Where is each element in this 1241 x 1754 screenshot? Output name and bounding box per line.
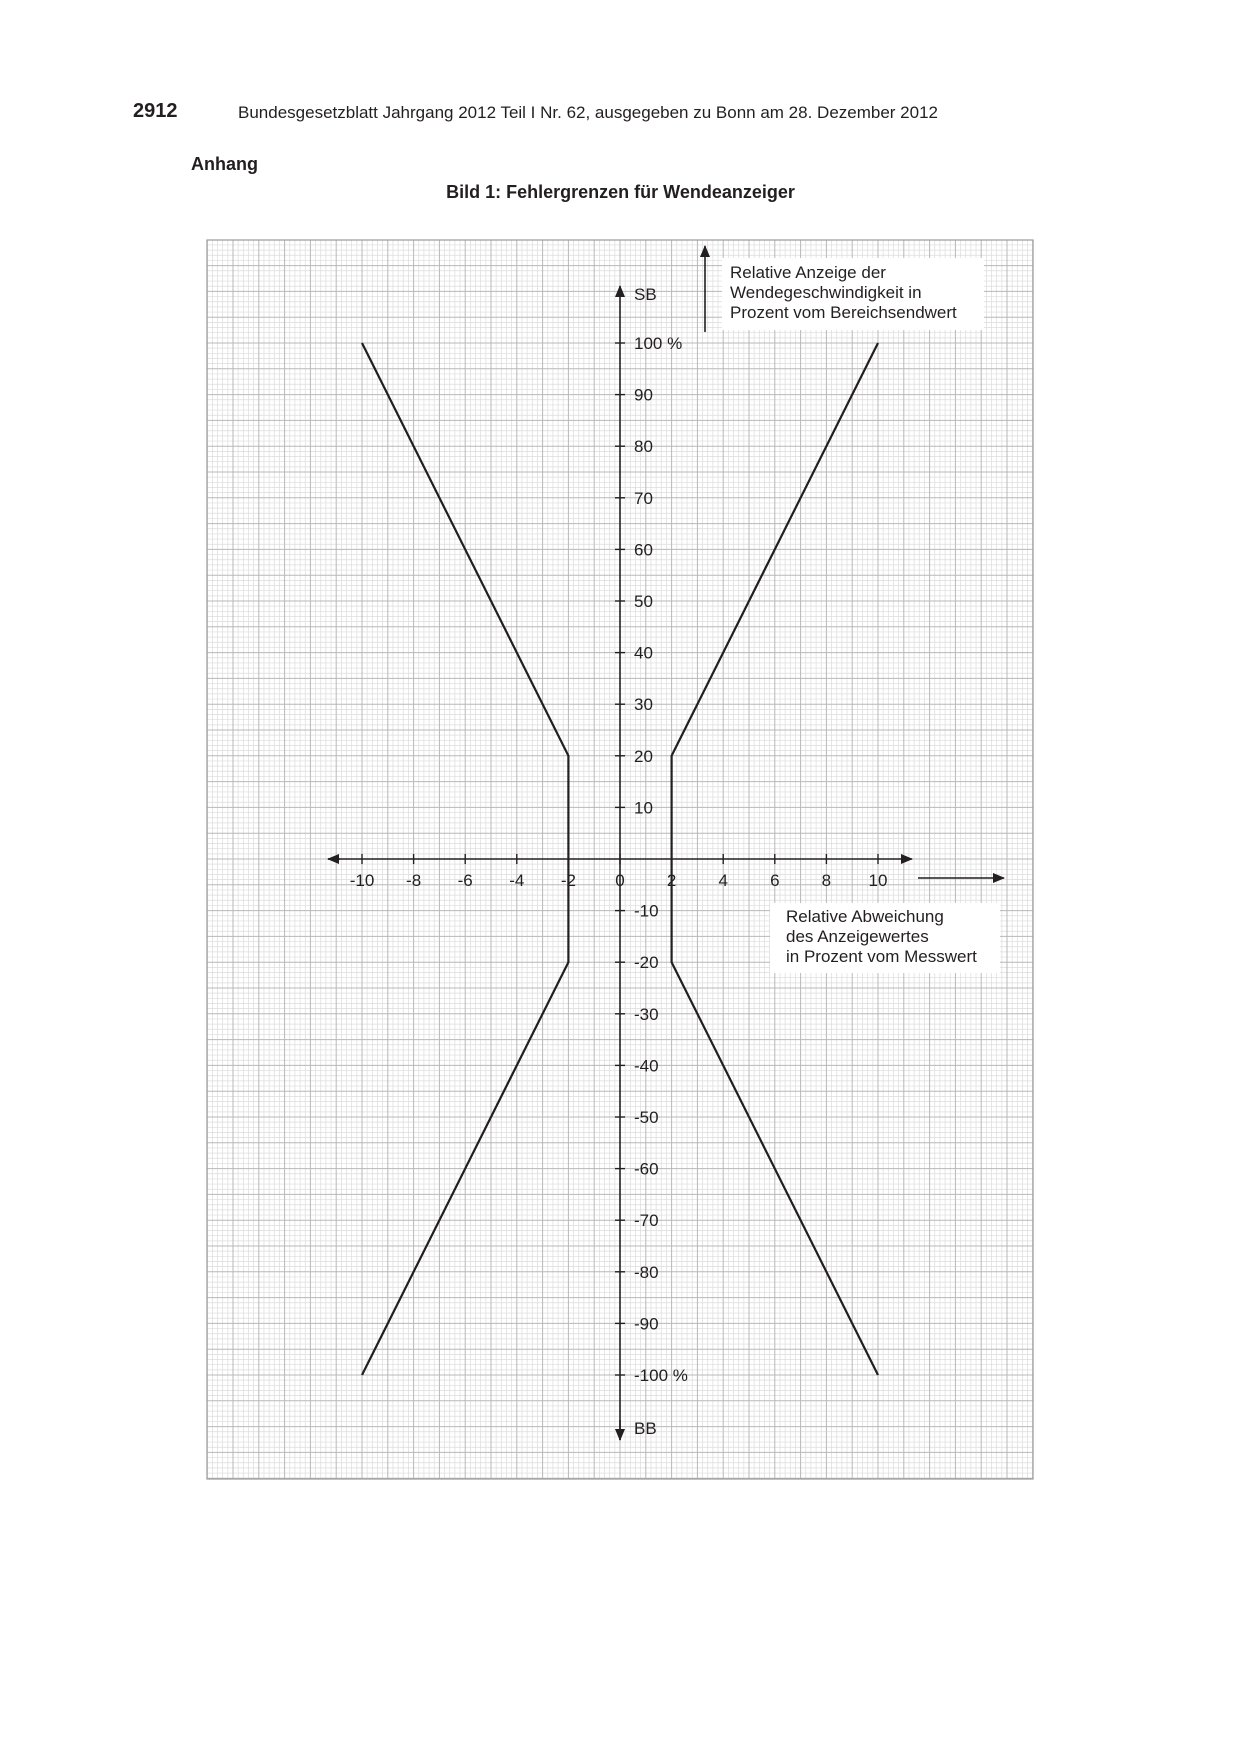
y-tick-label: 30 (634, 695, 653, 715)
y-tick-label: -20 (634, 953, 659, 973)
y-tick-label: -100 % (634, 1366, 688, 1385)
y-tick-label: 90 (634, 385, 653, 405)
page-number: 2912 (133, 100, 178, 122)
x-tick-label: 10 (868, 871, 888, 890)
y-axis-top-label: SB (634, 285, 657, 304)
x-axis-label-line: des Anzeigewertes (786, 927, 929, 946)
x-axis-label-line: in Prozent vom Messwert (786, 947, 977, 966)
y-tick-label: -40 (634, 1056, 659, 1076)
figure-title: Bild 1: Fehlergrenzen für Wendeanzeiger (446, 182, 795, 202)
running-header: Bundesgesetzblatt Jahrgang 2012 Teil I Nr. 62, ausgegeben zu Bonn am 28. Dezember 2012 (238, 103, 938, 122)
y-axis-label-line: Relative Anzeige der (730, 263, 886, 282)
y-tick-label: 50 (634, 592, 653, 611)
x-tick-label: 4 (718, 871, 728, 890)
y-tick-label: 70 (634, 488, 653, 508)
y-tick-label: -10 (634, 901, 659, 921)
y-tick-label: 20 (634, 746, 653, 766)
y-axis-bottom-label: BB (634, 1419, 657, 1438)
y-tick-label: 80 (634, 437, 653, 457)
y-tick-label: -30 (634, 1004, 659, 1024)
x-tick-label: 6 (770, 871, 780, 890)
x-tick-label: -2 (560, 871, 576, 890)
y-tick-label: 40 (634, 643, 653, 663)
x-tick-label: -10 (349, 871, 375, 890)
y-axis-label-line: Wendegeschwindigkeit in (730, 283, 922, 302)
x-tick-label: -8 (406, 871, 422, 890)
x-tick-label: -4 (509, 871, 525, 890)
x-tick-label: 0 (615, 871, 625, 890)
section-heading: Anhang (191, 154, 258, 174)
x-axis-label-line: Relative Abweichung (786, 907, 944, 926)
y-tick-label: 60 (634, 540, 653, 560)
x-tick-label: 8 (821, 871, 832, 890)
y-tick-label: -80 (634, 1262, 659, 1282)
y-tick-label: 10 (634, 798, 653, 818)
x-tick-label: -6 (457, 871, 473, 890)
x-tick-label: 2 (666, 871, 677, 890)
y-axis-label-line: Prozent vom Bereichsendwert (730, 303, 957, 322)
y-tick-label: -70 (634, 1211, 659, 1231)
y-tick-label: 100 % (634, 334, 683, 353)
y-tick-label: -90 (634, 1314, 659, 1334)
y-tick-label: -50 (634, 1108, 659, 1127)
y-tick-label: -60 (634, 1159, 659, 1179)
